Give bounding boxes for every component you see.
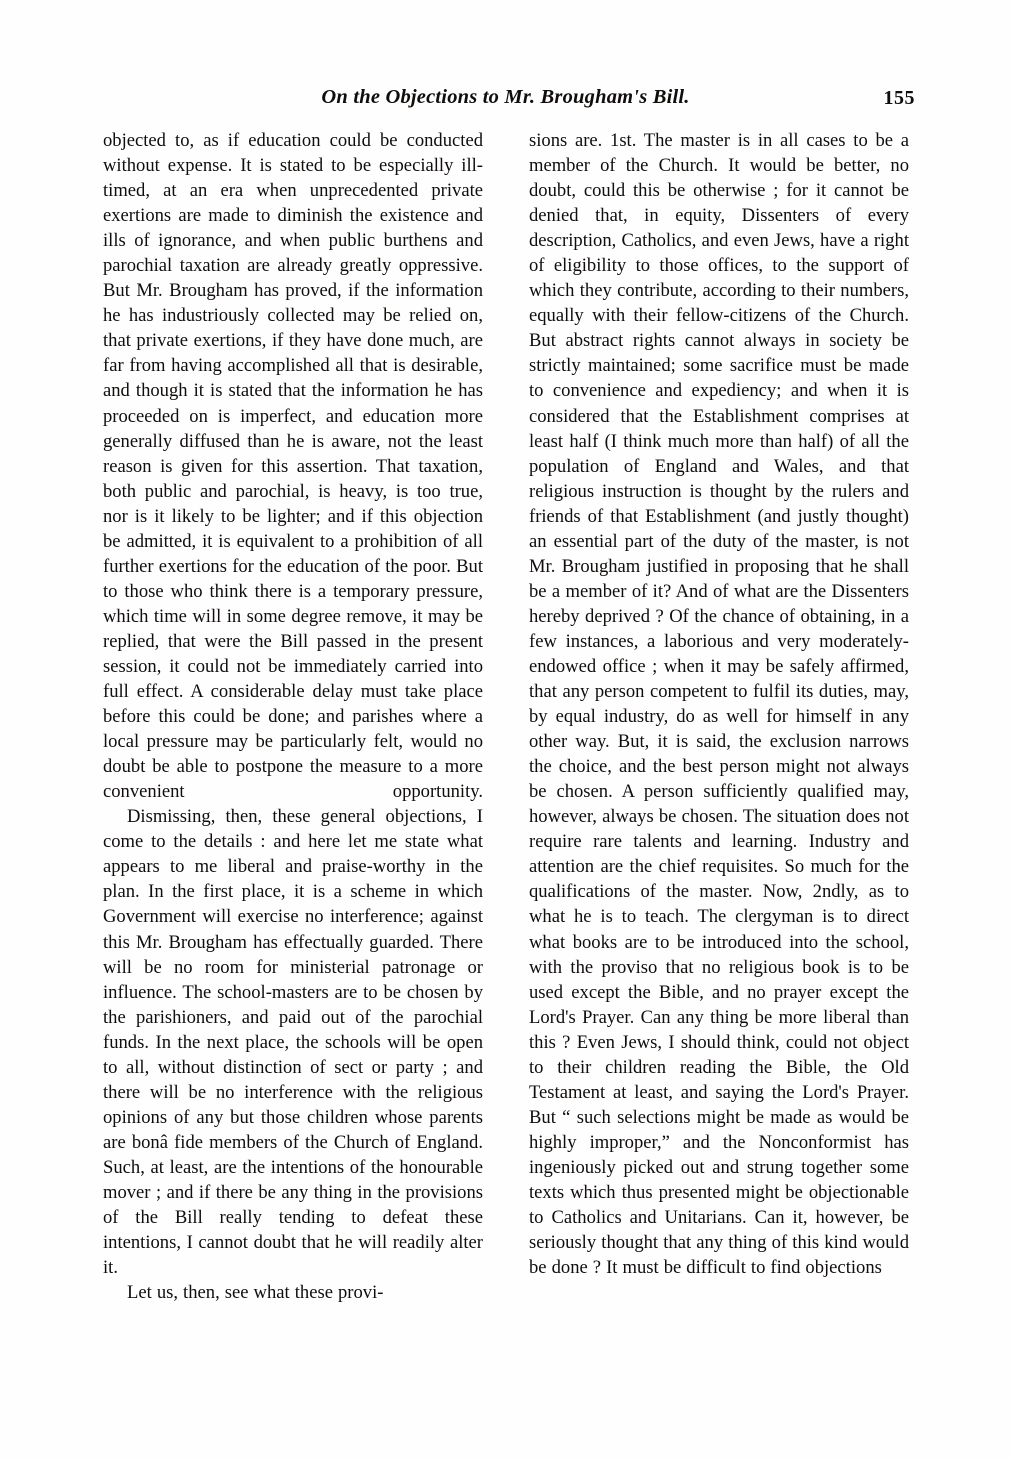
running-head-title: On the Objections to Mr. Brougham's Bill. (321, 86, 690, 108)
paragraph: Dismissing, then, these general objections, I come to the details : and here let me state what appears to me liberal and praise-worthy in the plan. In the first place, it is a scheme in which Government will exercise no interference; against this Mr. Brougham has effectually guarded. There will be no room for ministerial patronage or influence. The school-masters are to be chosen by the parishioners, and paid out of the parochial funds. In the next place, the schools will be open to all, without distinction of sect or party ; and there will be no interference with the religious opinions of any but those children whose parents are bonâ fide members of the Church of England. Such, at least, are the intentions of the honourable mover ; and if there be any thing in the provisions of the Bill really tending to defeat these intentions, I cannot doubt that he will readily alter it. (103, 806, 483, 1279)
running-head (96, 86, 915, 116)
right-column (529, 128, 909, 1305)
paragraph: objected to, as if education could be conducted without expense. It is stated to be especially ill-timed, at an era when unprecedented private exertions are made to diminish the existence and ills of ignorance, and when public burthens and parochial taxation are already greatly oppressive. But Mr. Brougham has proved, if the information he has industriously collected may be relied on, that private exertions, if they have done much, are far from having accomplished all that is desirable, and though it is stated that the information he has proceeded on is imperfect, and education more generally diffused than he is aware, not the least reason is given for this assertion. That taxation, both public and parochial, is heavy, is too true, nor is it likely to be lighter; and if this objection be admitted, it is equivalent to a prohibition of all further exertions for the education of the poor. But to those who think there is a temporary pressure, which time will in some degree remove, it may be replied, that were the Bill passed in the present session, it could not be immediately carried into full effect. A considerable delay must take place before this could be done; and parishes where a local pressure may be particularly felt, would no doubt be able to postpone the measure to a more convenient opportunity. (103, 130, 483, 803)
body-columns (103, 128, 909, 1305)
left-column (103, 128, 483, 1305)
paragraph: sions are. 1st. The master is in all cases to be a member of the Church. It would be better, no doubt, could this be otherwise ; for it cannot be denied that, in equity, Dissenters of every description, Catholics, and even Jews, have a right of eligibility to those offices, to the support of which they contribute, according to their numbers, equally with their fellow-citizens of the Church. But abstract rights cannot always in society be strictly maintained; some sacrifice must be made to convenience and expediency; and when it is considered that the Establishment comprises at least half (I think much more than half) of all the population of England and Wales, and that religious instruction is thought by the rulers and friends of that Establishment (and justly thought) an essential part of the duty of the master, is not Mr. Brougham justified in proposing that he shall be a member of it? And of what are the Dissenters hereby deprived ? Of the chance of obtaining, in a few instances, a laborious and very moderately-endowed office ; when it may be safely affirmed, that any person competent to fulfil its duties, may, by equal industry, do as well for himself in any other way. But, it is said, the exclusion narrows the choice, and the best person might not always be chosen. A person sufficiently qualified may, however, always be chosen. The situation does not require rare talents and learning. Industry and attention are the chief requisites. So much for the qualifications of the master. Now, 2ndly, as to what he is to teach. The clergyman is to direct what books are to be introduced into the school, with the proviso that no religious book is to be used except the Bible, and no prayer except the Lord's Prayer. Can any thing be more liberal than this ? Even Jews, I should think, could not object to their children reading the Bible, the Old Testament at least, and saying the Lord's Prayer. But “ such selections might be made as would be highly improper,” and the Nonconformist has ingeniously picked out and strung together some texts which thus presented might be objectionable to Catholics and Unitarians. Can it, however, be seriously thought that any thing of this kind would be done ? It must be difficult to find objections (529, 130, 909, 1279)
page-number: 155 (883, 87, 915, 109)
paragraph: Let us, then, see what these provi- (127, 1282, 384, 1304)
